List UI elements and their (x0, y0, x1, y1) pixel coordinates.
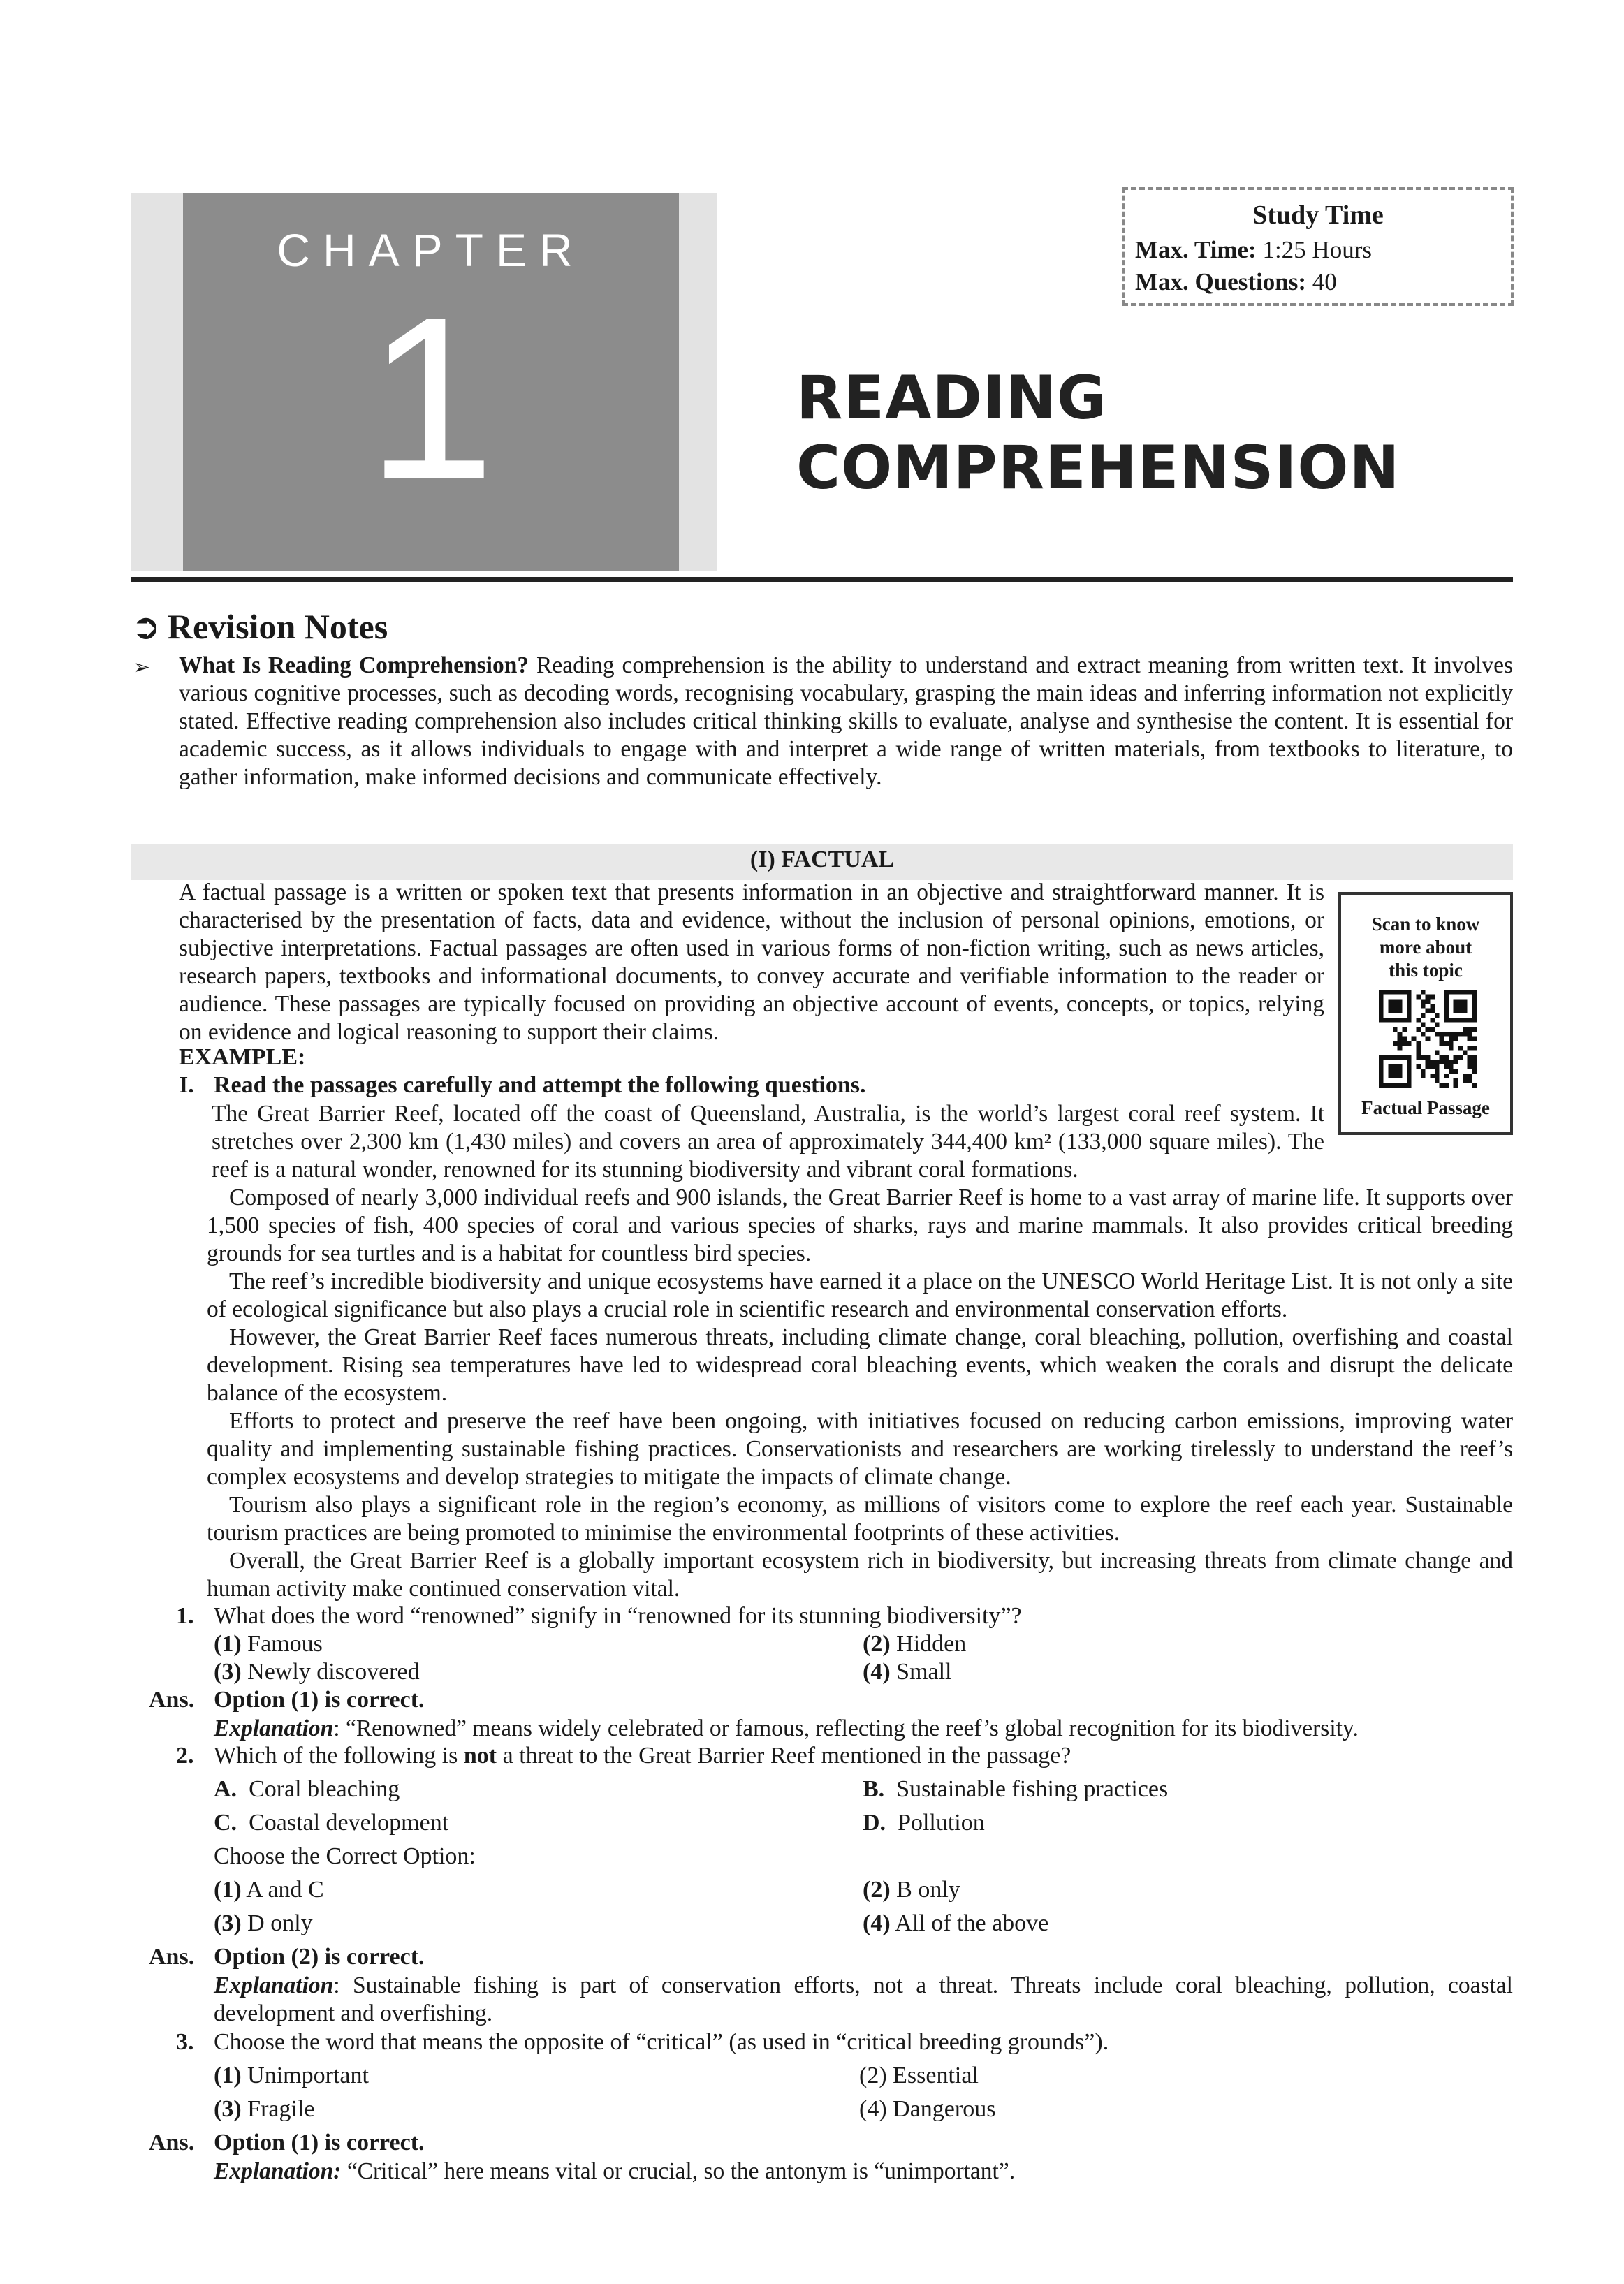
q3-answer-label: Ans. (149, 2130, 195, 2155)
q2-option-4: (4) All of the above (863, 1910, 1049, 1936)
chapter-title (796, 363, 1400, 503)
q1-answer: Option (1) is correct. (214, 1687, 425, 1713)
q2-option-3: (3) D only (214, 1910, 313, 1936)
section-title: (I) FACTUAL (749, 847, 895, 872)
qr-code-icon[interactable] (1379, 990, 1477, 1088)
q1-option-4: (4) Small (863, 1659, 952, 1685)
question-2-text: Which of the following is not a threat to the Great Barrier Reef mentioned in the passage? (214, 1743, 1071, 1769)
q3-explanation: Explanation: “Critical” here means vital or crucial, so the antonym is “unimportant”. (214, 2158, 1016, 2184)
q2-choose-prompt: Choose the Correct Option: (214, 1843, 476, 1869)
question-2-number: 2. (176, 1743, 194, 1769)
q2-answer-label: Ans. (149, 1944, 195, 1970)
q3-option-3: (3) Fragile (214, 2096, 315, 2122)
q2-answer: Option (2) is correct. (214, 1944, 425, 1970)
q3-answer: Option (1) is correct. (214, 2130, 425, 2155)
example-label: EXAMPLE: (179, 1044, 306, 1070)
passage-paragraph-7: Overall, the Great Barrier Reef is a globally important ecosystem rich in biodiversity, but increasing threats from climate change and human activity make continued conservation vital. (207, 1548, 1513, 1602)
revision-body: Reading comprehension is the ability to understand and extract meaning from written text. It involves various cognitive processes, such as decoding words, recognising vocabulary, grasping the main ideas and inferring information not explicitly stated. Effective reading comprehension also includes critical thinking skills to evaluate, analyse and synthesise the content. It is essential for academic success, as it allows individuals to engage with and interpret a wide range of written materials, from textbooks to literature, to gather information, make informed decisions and communicate effectively. (179, 652, 1513, 790)
question-1-number: 1. (176, 1603, 194, 1629)
revision-notes-title: Revision Notes (167, 607, 388, 646)
q2-statement-b: B. Sustainable fishing practices (863, 1776, 1169, 1802)
qr-title (1341, 913, 1510, 982)
arrow-right-icon: ➲ (131, 606, 161, 647)
q2-statement-d: D. Pollution (863, 1810, 985, 1836)
qr-caption: Factual Passage (1361, 1097, 1490, 1118)
passage-paragraph-1: The Great Barrier Reef, located off the coast of Queensland, Australia, is the world’s largest coral reef system. It stretches over 2,300 km (1,430 miles) and covers an area of approximately 344,400 km² (133,000 square miles). The reef is a natural wonder, renowned for its stunning biodiversity and vibrant coral formations. (212, 1101, 1324, 1183)
bullet-arrow-icon: ➢ (133, 655, 151, 680)
qr-code-box[interactable] (1338, 892, 1513, 1135)
max-time-line (1135, 236, 1372, 264)
q3-option-2: (2) Essential (859, 2063, 979, 2088)
revision-lead: What Is Reading Comprehension? (179, 652, 529, 678)
passage-paragraph-5: Efforts to protect and preserve the reef have been ongoing, with initiatives focused on reducing carbon emissions, improving water quality and implementing sustainable fishing practices. Conservationists and researchers are working tirelessly to understand the reef’s complex ecosystems and develop strategies to mitigate the impacts of climate change. (207, 1408, 1513, 1490)
revision-paragraph (179, 652, 1513, 791)
instruction-text: Read the passages carefully and attempt the following questions. (214, 1072, 866, 1098)
max-questions-label: Max. Questions: (1135, 268, 1306, 295)
section-intro: A factual passage is a written or spoken text that presents information in an objective and straightforward manner. It is characterised by the presentation of facts, data and evidence, without the inclusion of personal opinions, emotions, or subjective interpretations. Factual passages are often used in various forms of non-fiction writing, such as news articles, research papers, textbooks and informational documents, to convey accurate and verifiable information to the reader or audience. These passages are typically focused on providing an objective account of events, concepts, or topics, relying on evidence and logical reasoning to support their claims. (179, 879, 1324, 1045)
max-time-label: Max. Time: (1135, 236, 1257, 263)
q1-option-3: (3) Newly discovered (214, 1659, 420, 1685)
chapter-label: CHAPTER (277, 224, 585, 276)
header-divider (131, 577, 1513, 582)
q1-answer-label: Ans. (149, 1687, 195, 1713)
max-questions-value: 40 (1312, 268, 1337, 295)
chapter-title-line2: COMPREHENSION (796, 433, 1400, 503)
chapter-number: 1 (367, 269, 495, 527)
passage-paragraph-6: Tourism also plays a significant role in the region’s economy, as millions of visitors come to explore the reef each year. Sustainable tourism practices are being promoted to minimise the environmental footprints of these activities. (207, 1492, 1513, 1546)
passage-paragraph-2: Composed of nearly 3,000 individual reefs and 900 islands, the Great Barrier Reef is home to a vast array of marine life. It supports over 1,500 species of fish, 400 species of coral and various species of sharks, rays and marine mammals. It also provides critical breeding grounds for sea turtles and is a habitat for countless bird species. (207, 1185, 1513, 1266)
q1-explanation: Explanation: “Renowned” means widely celebrated or famous, reflecting the reef’s global recognition for its biodiversity. (214, 1715, 1359, 1741)
passage-paragraph-3: The reef’s incredible biodiversity and unique ecosystems have earned it a place on the UNESCO World Heritage List. It is not only a site of ecological significance but also plays a crucial role in scientific research and environmental conservation efforts. (207, 1268, 1513, 1322)
q3-option-4: (4) Dangerous (859, 2096, 996, 2122)
study-time-box (1122, 187, 1514, 306)
q2-option-2: (2) B only (863, 1877, 960, 1903)
passage-paragraph-4: However, the Great Barrier Reef faces numerous threats, including climate change, coral bleaching, pollution, overfishing and coastal development. Rising sea temperatures have led to widespread coral bleaching events, which weaken the corals and disrupt the delicate balance of the ecosystem. (207, 1324, 1513, 1406)
question-3-text: Choose the word that means the opposite of “critical” (as used in “critical breeding grounds”). (214, 2029, 1109, 2055)
qr-title-line1: Scan to know (1371, 914, 1480, 935)
max-questions-line (1135, 268, 1337, 296)
qr-title-line2: more about (1379, 937, 1472, 958)
question-1-text: What does the word “renowned” signify in “renowned for its stunning biodiversity”? (214, 1603, 1022, 1629)
q3-option-1: (1) Unimportant (214, 2063, 369, 2088)
revision-notes-heading (131, 606, 388, 647)
qr-title-line3: this topic (1389, 960, 1463, 981)
q1-option-2: (2) Hidden (863, 1631, 967, 1657)
study-time-title: Study Time (1252, 200, 1384, 230)
q1-option-1: (1) Famous (214, 1631, 323, 1657)
q2-option-1: (1) A and C (214, 1877, 324, 1903)
q2-statement-c: C. Coastal development (214, 1810, 449, 1836)
question-3-number: 3. (176, 2029, 194, 2055)
max-time-value: 1:25 Hours (1262, 236, 1372, 263)
instruction-number: I. (179, 1072, 194, 1098)
q2-explanation: Explanation: Sustainable fishing is part of conservation efforts, not a threat. Threats include coral bleaching, pollution, coastal development and overfishing. (214, 1972, 1513, 2026)
q2-statement-a: A. Coral bleaching (214, 1776, 400, 1802)
chapter-title-line1: READING (796, 363, 1107, 433)
